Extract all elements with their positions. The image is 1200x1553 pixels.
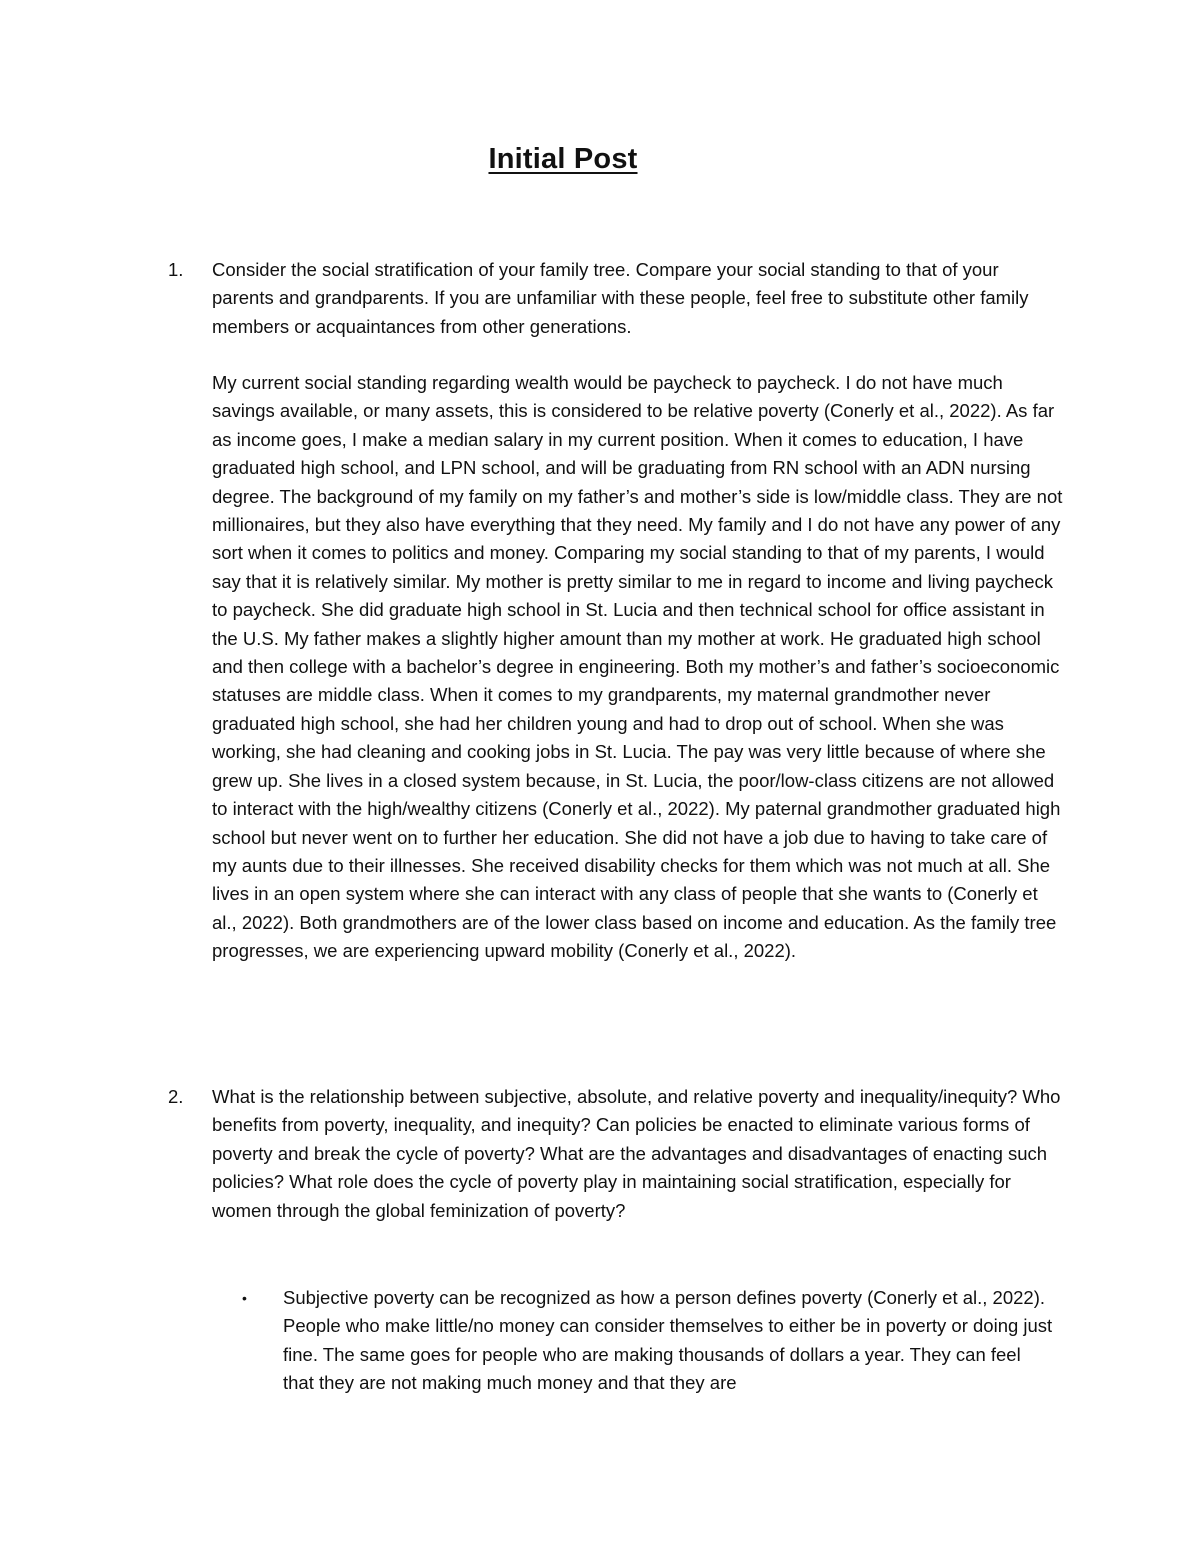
answer-paragraph: My current social standing regarding wealth would be paycheck to paycheck. I do not have much savings available, or many assets, this is considered to be relative poverty (Conerly et al., 2022). As far as income goes, I make a median salary in my current position. When it comes to education, I have graduated high school, and LPN school, and will be graduating from RN school with an ADN nursing degree. The background of my family on my father’s and mother’s side is low/middle class. They are not millionaires, but they also have everything that they need. My family and I do not have any power of any sort when it comes to politics and money. Comparing my social standing to that of my parents, I would say that it is relatively similar. My mother is pretty similar to me in regard to income and living paycheck to paycheck. She did graduate high school in St. Lucia and then technical school for office assistant in the U.S. My father makes a slightly higher amount than my mother at work. He graduated high school and then college with a bachelor’s degree in engineering. Both my mother’s and father’s socioeconomic statuses are middle class. When it comes to my grandparents, my maternal grandmother never graduated high school, she had her children young and had to drop out of school. When she was working, she had cleaning and cooking jobs in St. Lucia. The pay was very little because of where she grew up. She lives in a closed system because, in St. Lucia, the poor/low-class citizens are not allowed to interact with the high/wealthy citizens (Conerly et al., 2022). My paternal grandmother graduated high school but never went on to further her education. She did not have a job due to having to take care of my aunts due to their illnesses. She received disability checks for them which was not much at all. She lives in an open system where she can interact with any class of people that she wants to (Conerly et al., 2022). Both grandmothers are of the lower class based on income and education. As the family tree progresses, we are experiencing upward mobility (Conerly et al., 2022).: [212, 372, 1063, 962]
question-prompt: Consider the social stratification of your family tree. Compare your social standing to that of your parents and grandparents. If you are unfamiliar with these people, feel free to substitute other family members or acquaintances from other generations.: [212, 259, 1029, 337]
question-number: 1.: [168, 259, 184, 280]
question-prompt: What is the relationship between subjective, absolute, and relative poverty and inequality/inequity? Who benefits from poverty, inequality, and inequity? Can policies be enacted to eliminate various forms of poverty and break the cycle of poverty? What are the advantages and disadvantages of enacting such policies? What role does the cycle of poverty play in maintaining social stratification, especially for women through the global feminization of poverty?: [212, 1086, 1061, 1221]
question-number: 2.: [168, 1086, 184, 1107]
page-title: Initial Post: [488, 143, 638, 175]
bullet-icon: •: [242, 1290, 247, 1306]
bullet-text: Subjective poverty can be recognized as how a person defines poverty (Conerly et al., 2022). People who make little/no money can consider themselves to either be in poverty or doing just fine. The same goes for people who are making thousands of dollars a year. They can feel that they are not making much money and that they are: [283, 1287, 1053, 1394]
